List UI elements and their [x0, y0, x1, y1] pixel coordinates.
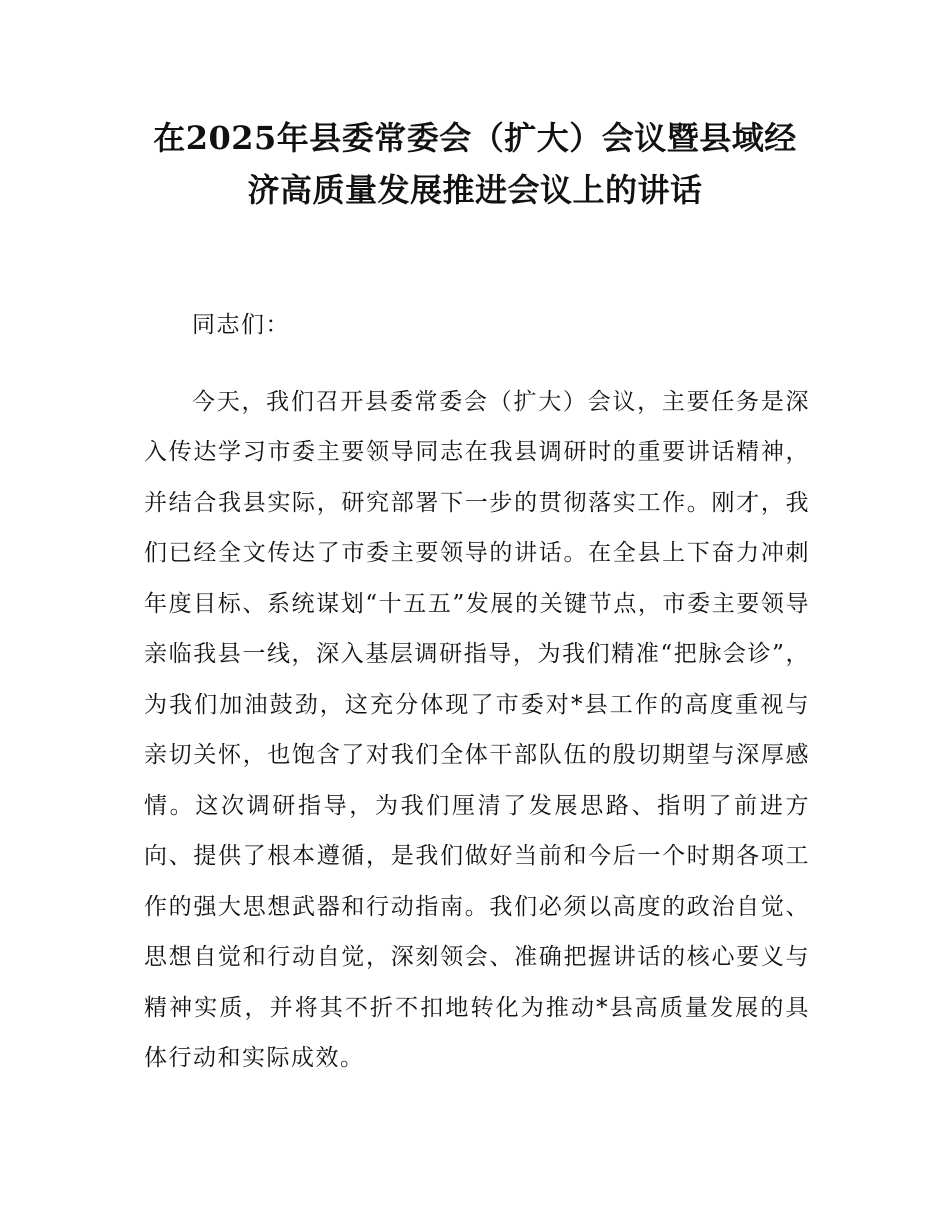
document-body: [144, 300, 810, 1084]
title-line-1: 在2025年县委常委会（扩大）会议暨县域经: [153, 119, 797, 157]
salutation: 同志们：: [192, 312, 290, 338]
body-paragraph: 今天，我们召开县委常委会（扩大）会议，主要任务是深入传达学习市委主要领导同志在我县调研时的重要讲话精神，并结合我县实际，研究部署下一步的贯彻落实工作。刚才，我们已经全文传达了市委主要领导的讲话。在全县上下奋力冲刺年度目标、系统谋划“十五五”发展的关键节点，市委主要领导亲临我县一线，深入基层调研指导，为我们精准“把脉会诊”，为我们加油鼓劲，这充分体现了市委对*县工作的高度重视与亲切关怀，也饱含了对我们全体干部队伍的殷切期望与深厚感情。这次调研指导，为我们厘清了发展思路、指明了前进方向、提供了根本遵循，是我们做好当前和今后一个时期各项工作的强大思想武器和行动指南。我们必须以高度的政治自觉、思想自觉和行动自觉，深刻领会、准确把握讲话的核心要义与精神实质，并将其不折不扣地转化为推动*县高质量发展的具体行动和实际成效。: [144, 388, 810, 1071]
title-line-2: 济高质量发展推进会议上的讲话: [247, 171, 703, 209]
document-title: [120, 112, 830, 216]
